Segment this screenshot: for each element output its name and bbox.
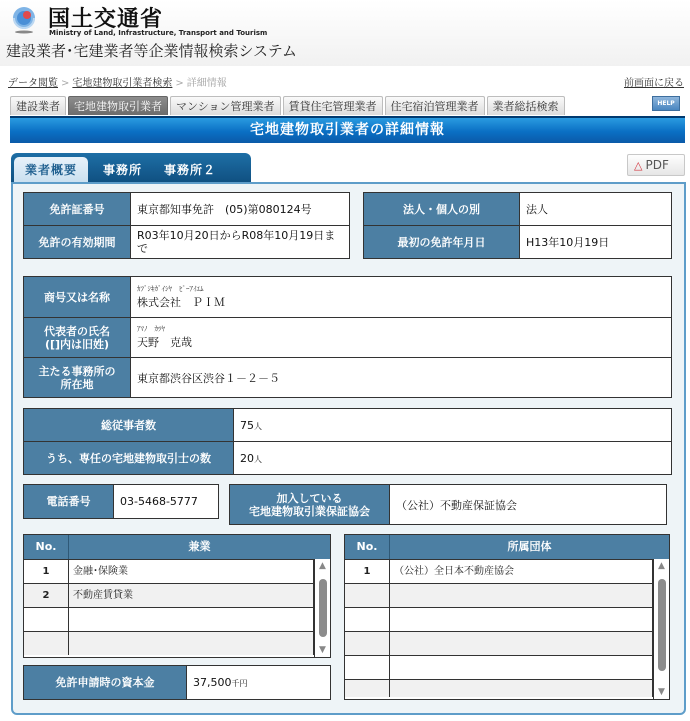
list-item-no [24,608,69,631]
list-item [345,607,669,631]
phone-label: 電話番号 [24,485,114,519]
list-item-no [345,584,390,607]
top-tabs [10,96,567,115]
main-office-label-line1: 主たる事務所の [38,364,116,378]
scroll-down-icon[interactable]: ▼ [319,645,326,655]
representative-value: 天野 克哉 [137,336,192,349]
company-name-value: 株式会社 ＰＩＭ [137,295,225,309]
guarantee-label-line1: 加入している [276,491,343,505]
company-name-label: 商号又は名称 [24,277,131,318]
phone-table [23,484,219,519]
breadcrumb-data-view[interactable]: データ閲覧 [8,78,58,89]
pdf-button[interactable] [627,154,685,176]
capital-table [23,665,331,700]
breadcrumb-current: 詳細情報 [186,78,227,89]
breadcrumb [8,74,227,89]
license-period-label: 免許の有効期間 [24,226,131,259]
guarantee-table [229,484,667,525]
list-item [345,679,669,697]
scroll-down-icon[interactable]: ▼ [658,687,665,697]
side-business-list [23,534,331,658]
list-item-name [390,680,653,697]
tab-office[interactable]: 事務所 [103,163,143,177]
total-staff-unit: 人 [254,421,262,431]
tab-general-search[interactable]: 業者総括検索 [487,96,565,115]
list-item-no: 1 [345,560,390,583]
affiliations-no-header: No. [345,535,390,559]
representative-label [24,318,131,358]
list-item-no [345,608,390,631]
license-period-value: R03年10月20日からR08年10月19日まで [131,226,350,259]
capital-label: 免許申請時の資本金 [24,666,187,700]
list-item-name: （公社）全日本不動産協会 [390,560,653,583]
tab-rental-management[interactable]: 賃貸住宅管理業者 [283,96,383,115]
breadcrumb-separator: > [175,78,184,89]
breadcrumb-search[interactable]: 宅地建物取引業者検索 [72,78,173,89]
representative-label-line1: 代表者の氏名 [44,324,110,338]
list-item-no [345,632,390,655]
main-office-label-line2: 所在地 [60,377,94,391]
list-item-no [345,680,390,697]
tab-real-estate[interactable]: 宅地建物取引業者 [68,96,168,115]
license-number-label: 免許証番号 [24,193,131,226]
main-office-label [24,358,131,398]
list-item [345,655,669,679]
page-title: 宅地建物取引業者の詳細情報 [10,116,685,143]
list-item [345,559,669,583]
affiliations-list [344,534,670,700]
tab-office-2[interactable]: 事務所２ [164,163,217,177]
list-item-name [390,608,653,631]
entity-type-value: 法人 [520,193,672,226]
dedicated-agents-value: 20 [240,451,254,465]
representative-label-line2: ([]内は旧姓) [44,337,110,351]
phone-value: 03-5468-5777 [114,485,219,519]
tab-construction[interactable]: 建設業者 [10,96,66,115]
list-item [24,607,330,631]
company-table [23,276,672,398]
representative-kana: ｱﾏﾉ ｶﾂﾔ [137,325,165,333]
list-item-name [390,632,653,655]
tab-condo-management[interactable]: マンション管理業者 [170,96,281,115]
scroll-up-icon[interactable]: ▲ [319,561,326,571]
list-item [24,583,330,607]
section-tabs [11,153,251,183]
scroll-thumb[interactable] [319,579,327,637]
affiliations-scrollbar[interactable] [653,559,669,699]
guarantee-value: （公社）不動産保証協会 [390,485,667,525]
main-office-value: 東京都渋谷区渋谷１－２－５ [131,358,672,398]
mlit-logo-icon [8,5,40,35]
list-item-name: 不動産賃貸業 [69,584,314,607]
license-number-value: 東京都知事免許 (05)第080124号 [131,193,350,226]
company-name-kana: ｶﾌﾞｼｷｶﾞｲｼﾔ ﾋﾟｰｱｲｴﾑ [137,284,204,293]
entity-type-label: 法人・個人の別 [364,193,520,226]
list-item-name [390,584,653,607]
staff-table [23,408,672,475]
side-business-header: 兼業 [188,540,211,553]
total-staff-label: 総従事者数 [24,409,234,442]
list-item-name: 金融･保険業 [69,560,314,583]
side-business-no-header: No. [24,535,69,559]
affiliations-header: 所属団体 [507,540,552,553]
list-item-no [345,656,390,679]
breadcrumb-separator: > [61,78,70,89]
scroll-up-icon[interactable]: ▲ [658,561,665,571]
tab-lodging-management[interactable]: 住宅宿泊管理業者 [385,96,485,115]
list-item [345,631,669,655]
list-item-name [69,608,314,631]
list-item [24,631,330,655]
first-license-value: H13年10月19日 [520,226,672,259]
guarantee-label-line2: 宅地建物取引業保証協会 [249,504,370,518]
help-button[interactable]: HELP [652,96,680,111]
site-header [0,0,690,66]
license-table [23,192,350,259]
back-link[interactable]: 前画面に戻る [624,78,684,89]
capital-value: 37,500 [193,676,232,689]
system-title: 建設業者･宅建業者等企業情報検索システム [6,42,298,60]
side-business-scrollbar[interactable] [314,559,330,657]
list-item-no: 2 [24,584,69,607]
list-item-name [69,632,314,655]
dedicated-agents-label: うち、専任の宅地建物取引士の数 [24,442,234,475]
list-item-name [390,656,653,679]
first-license-label: 最初の免許年月日 [364,226,520,259]
guarantee-label [230,485,390,525]
pdf-label: PDF [645,158,669,172]
ministry-name-en: Ministry of Land, Infrastructure, Transport and Tourism [49,29,268,37]
list-item-no: 1 [24,560,69,583]
list-item-no [24,632,69,655]
pdf-icon: △ [634,159,643,172]
scroll-thumb[interactable] [658,579,666,671]
list-item [345,583,669,607]
tab-overview[interactable]: 業者概要 [14,157,88,183]
ministry-name-jp: 国土交通省 [48,7,164,32]
dedicated-agents-unit: 人 [254,454,262,464]
total-staff-value: 75 [240,418,254,432]
entity-table [363,192,672,259]
capital-unit: 千円 [231,679,248,688]
list-item [24,559,330,583]
